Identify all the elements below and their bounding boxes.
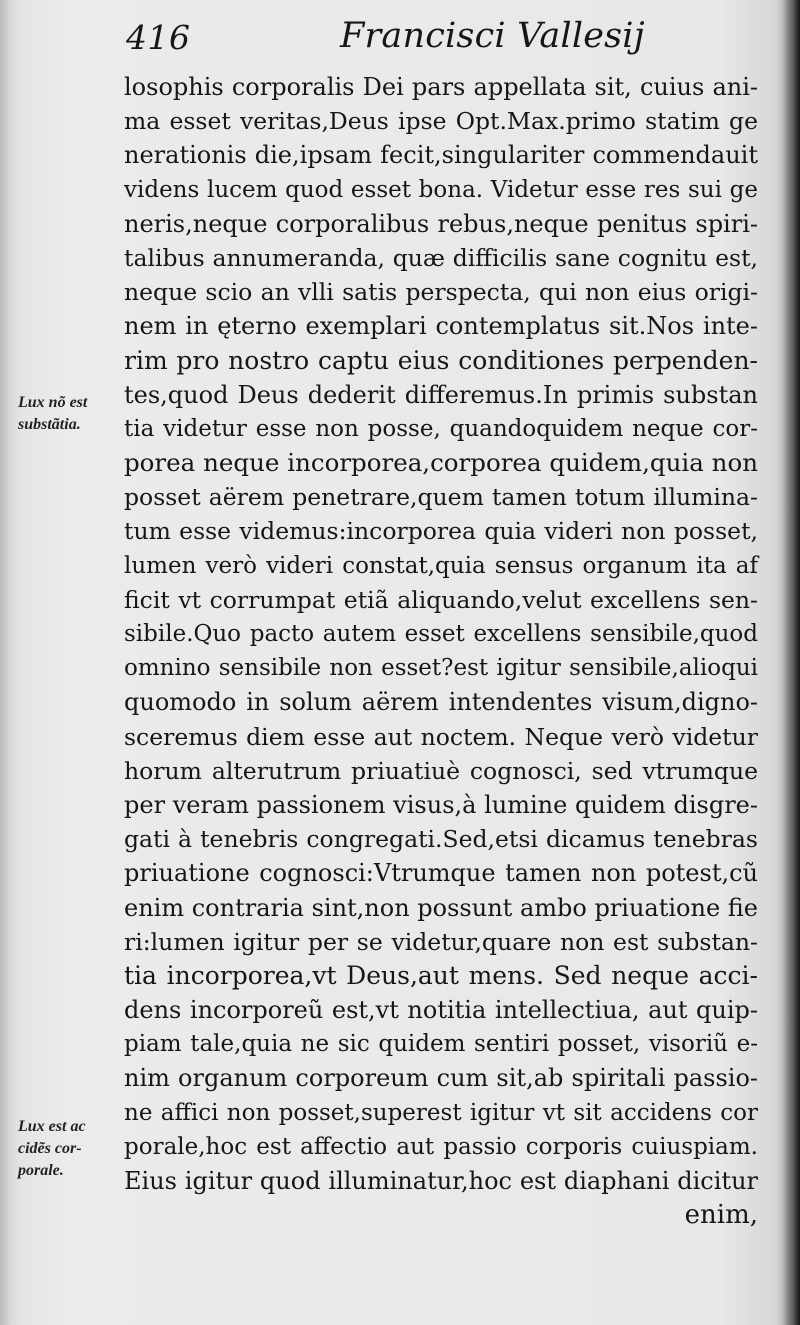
running-title: Francisci Vallesij	[340, 16, 645, 56]
margin-note-line: porale.	[18, 1162, 64, 1179]
text-line: losophis corporalis Dei pars appellata sit, cuius ani-	[124, 73, 758, 101]
text-line: piam tale,quia ne sic quidem sentiri posset, visoriũ e-	[124, 1031, 758, 1058]
margin-note-line: substãtia.	[18, 416, 81, 433]
text-line: rim pro nostro captu eius conditiones perpenden-	[124, 345, 758, 375]
text-line: tum esse videmus:incorporea quia videri non posset,	[124, 517, 758, 546]
text-line: videns lucem quod esset bona. Videtur esse res sui ge	[124, 176, 758, 203]
text-line: per veram passionem visus,à lumine quidem disgre-	[124, 790, 758, 819]
text-line: horum alterutrum priuatiuè cognosci, sed vtrumque	[124, 756, 758, 785]
text-line: omnino sensibile non esset?est igitur sensibile,alioqui	[124, 655, 758, 682]
text-line: neque scio an vlli satis perspecta, qui non eius origi-	[124, 278, 758, 307]
text-line: sibile.Quo pacto autem esset excellens sensibile,quod	[124, 621, 758, 647]
text-line: ma esset veritas,Deus ipse Opt.Max.primo statim ge	[124, 107, 758, 136]
catchword: enim,	[684, 1200, 758, 1231]
text-line: tes,quod Deus dederit differemus.In primis substan	[124, 380, 758, 409]
text-line: tia videtur esse non posse, quandoquidem neque cor-	[124, 415, 758, 442]
text-line: sceremus diem esse aut noctem. Neque verò videtur	[124, 722, 758, 751]
text-line: quomodo in solum aërem intendentes visum,digno-	[124, 688, 758, 717]
text-line: lumen verò videri constat,quia sensus organum ita af	[124, 552, 758, 579]
margin-note-accident	[18, 1116, 128, 1182]
text-line: tia incorporea,vt Deus,aut mens. Sed neque acci-	[124, 960, 758, 990]
text-line: nerationis die,ipsam fecit,singulariter commendauit	[124, 141, 758, 170]
margin-note-line: cidẽs cor-	[18, 1140, 82, 1157]
text-line: nim organum corporeum cum sit,ab spiritali passio-	[124, 1064, 758, 1093]
text-line: posset aërem penetrare,quem tamen totum illumina-	[124, 483, 758, 512]
text-line: talibus annumeranda, quæ difficilis sane cognitu est,	[124, 243, 758, 272]
text-line: enim contraria sint,non possunt ambo priuatione fie	[124, 893, 758, 922]
page-number: 416	[126, 18, 191, 57]
text-line: porea neque incorporea,corporea quidem,quia non	[124, 448, 758, 478]
text-line: porale,hoc est affectio aut passio corporis cuiuspiam.	[124, 1133, 758, 1160]
margin-note-line: Lux est ac	[18, 1118, 86, 1135]
text-line: gati à tenebris congregati.Sed,etsi dicamus tenebras	[124, 825, 758, 854]
text-line: nem in ęterno exemplari contemplatus sit.Nos inte-	[124, 312, 758, 341]
margin-note-line: Lux nõ est	[18, 394, 88, 411]
text-line: priuatione cognosci:Vtrumque tamen non potest,cũ	[124, 859, 758, 888]
margin-note-substance	[18, 392, 128, 436]
body-text	[124, 70, 758, 1232]
text-line: dens incorporeũ est,vt notitia intellectiua, aut quip-	[124, 996, 758, 1025]
text-line: ficit vt corrumpat etiã aliquando,velut excellens sen-	[124, 585, 758, 614]
text-line: neris,neque corporalibus rebus,neque penitus spiri-	[124, 209, 758, 238]
text-line: ne affici non posset,superest igitur vt sit accidens cor	[124, 1099, 758, 1126]
text-line: Eius igitur quod illuminatur,hoc est diaphani dicitur	[124, 1167, 758, 1195]
text-line: ri:lumen igitur per se videtur,quare non est substan-	[124, 927, 758, 956]
